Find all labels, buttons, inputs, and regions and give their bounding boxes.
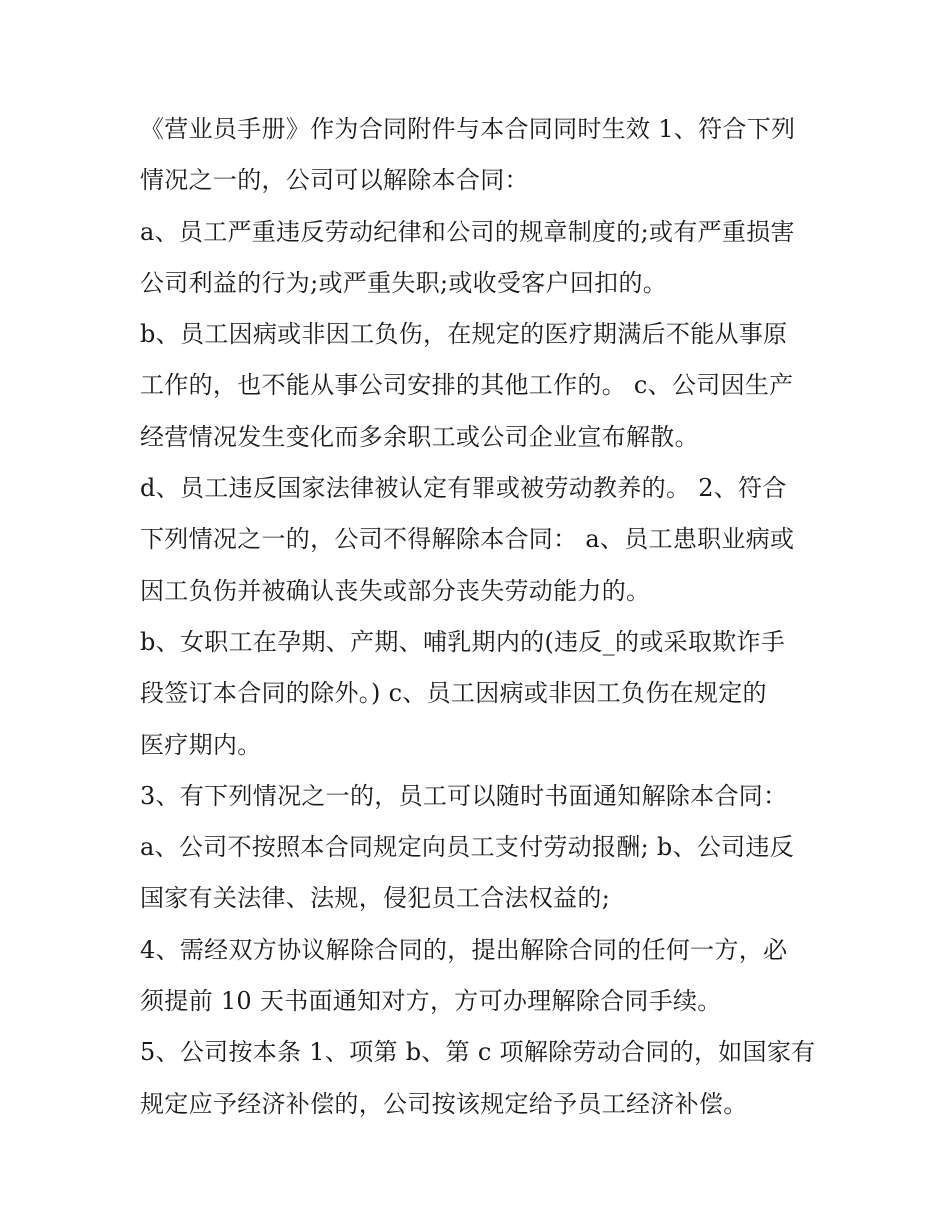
text-line: 公司利益的行为;或严重失职;或收受客户回扣的。 (140, 268, 668, 297)
text-line: 5、公司按本条 1、项第 b、第 c 项解除劳动合同的，如国家有 (140, 1038, 816, 1067)
text-line: 工作的，也不能从事公司安排的其他工作的。 c、公司因生产 (140, 371, 794, 400)
text-line: a、公司不按照本合同规定向员工支付劳动报酬; b、公司违反 (140, 833, 795, 862)
text-line: 因工负伤并被确认丧失或部分丧失劳动能力的。 (140, 576, 651, 605)
text-line: 国家有关法律、法规，侵犯员工合法权益的; (140, 884, 611, 913)
text-line: 情况之一的，公司可以解除本合同： (140, 166, 529, 195)
text-line: 规定应予经济补偿的，公司按该规定给予员工经济补偿。 (140, 1089, 748, 1118)
text-line: 4、需经双方协议解除合同的，提出解除合同的任何一方，必 (140, 935, 788, 964)
text-line: d、员工违反国家法律被认定有罪或被劳动教养的。 2、符合 (140, 474, 787, 503)
text-line: 段签订本合同的除外。) c、员工因病或非因工负伤在规定的 (140, 679, 767, 708)
text-line: 《营业员手册》作为合同附件与本合同同时生效 1、符合下列 (140, 115, 796, 143)
text-line: 须提前 10 天书面通知对方，方可办理解除合同手续。 (140, 987, 722, 1016)
document-body (140, 104, 816, 1130)
text-line: b、员工因病或非因工负伤，在规定的医疗期满后不能从事原 (140, 320, 788, 349)
text-line: 医疗期内。 (140, 730, 262, 759)
text-line: 3、有下列情况之一的，员工可以随时书面通知解除本合同： (140, 781, 788, 810)
text-line: 经营情况发生变化而多余职工或公司企业宣布解散。 (140, 422, 699, 451)
text-line: 下列情况之一的，公司不得解除本合同： a、员工患职业病或 (140, 525, 795, 554)
text-line: b、女职工在孕期、产期、哺乳期内的(违反_的或采取欺诈手 (140, 627, 786, 656)
text-line: a、员工严重违反劳动纪律和公司的规章制度的;或有严重损害 (140, 217, 795, 246)
